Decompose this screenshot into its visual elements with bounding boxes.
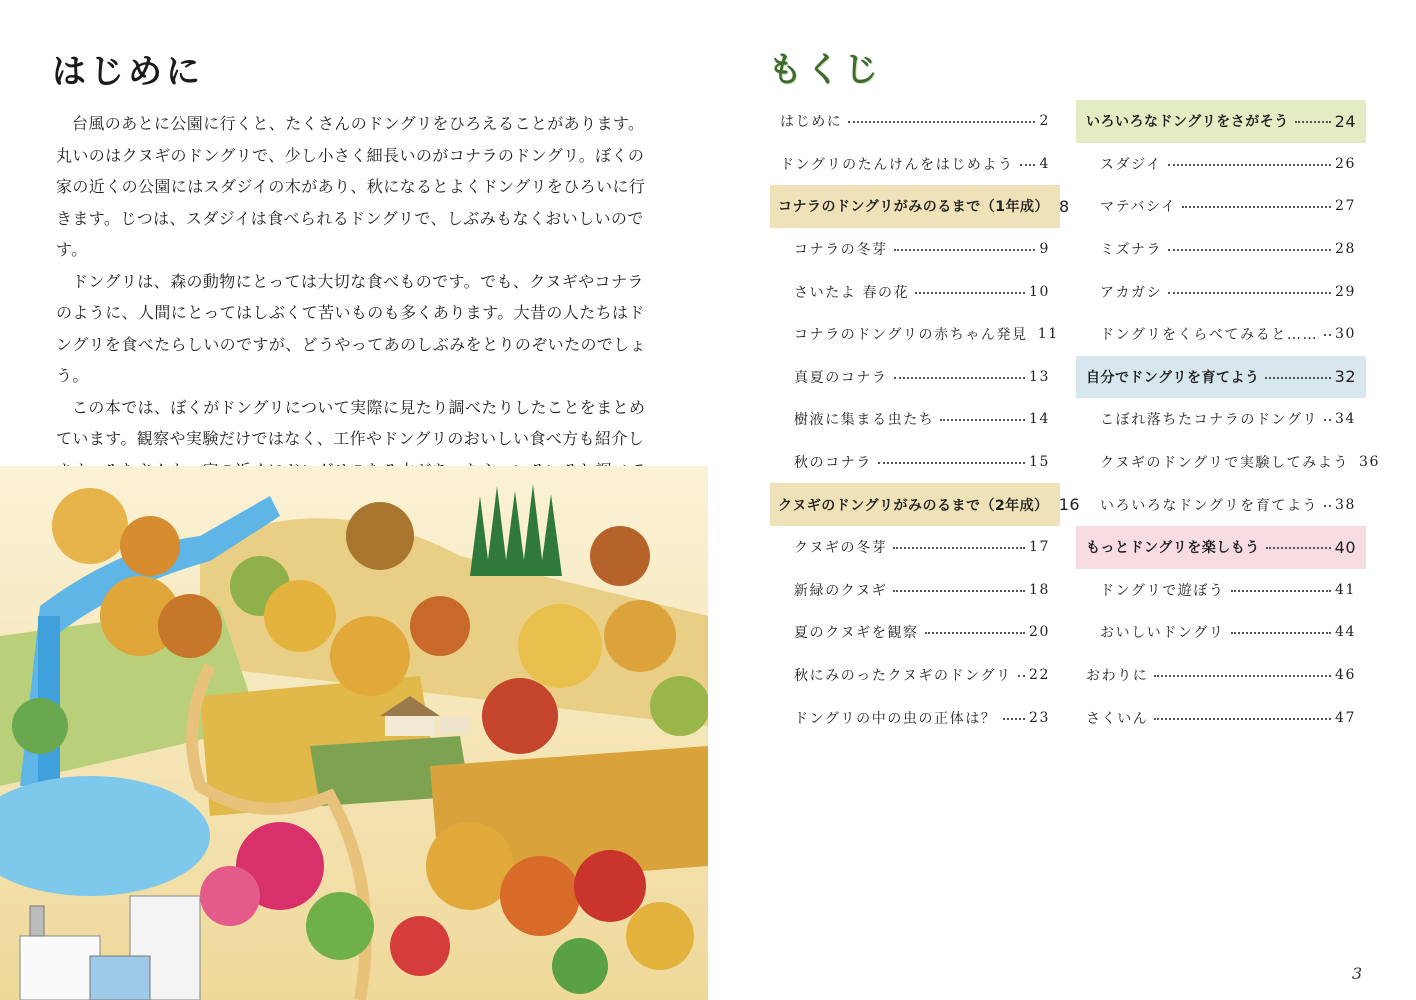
toc-entry-label: ドングリをくらべてみると……: [1100, 327, 1319, 344]
toc-entry-label: 真夏のコナラ: [794, 369, 888, 386]
toc-entry-page: 16: [1058, 495, 1081, 515]
toc-entry-label: ミズナラ: [1100, 242, 1163, 259]
toc-leader-dots: [1324, 505, 1331, 507]
page-number: 3: [1352, 964, 1363, 983]
toc-leader-dots: [1020, 164, 1036, 166]
toc-entry-label: クヌギのドングリがみのるまで（2年成）: [778, 497, 1049, 514]
toc-entry: [1076, 569, 1366, 612]
toc-entry-page: 22: [1028, 667, 1050, 684]
toc-entry-label: ドングリで遊ぼう: [1100, 582, 1225, 599]
toc-entry-page: 24: [1334, 111, 1356, 131]
toc-leader-dots: [894, 377, 1025, 379]
toc-leader-dots: [1154, 675, 1331, 677]
toc-entry: [1076, 398, 1366, 441]
toc-title: もくじ: [768, 50, 882, 90]
toc-entry-label: クヌギのドングリで実験してみよう: [1100, 455, 1350, 472]
toc-entry: [770, 654, 1060, 697]
toc-entry-page: 36: [1359, 454, 1381, 471]
toc-entry: [1076, 228, 1366, 271]
toc-leader-dots: [848, 121, 1035, 123]
toc-leader-dots: [940, 419, 1025, 421]
toc-leader-dots: [1266, 547, 1331, 549]
toc-entry-label: いろいろなドングリを育てよう: [1100, 497, 1319, 514]
toc-entry-page: 30: [1334, 326, 1356, 343]
toc-entry-page: 18: [1028, 581, 1050, 598]
toc-leader-dots: [1265, 377, 1330, 379]
toc-entry-label: マテバシイ: [1100, 199, 1177, 216]
intro-paragraph: ドングリは、森の動物にとっては大切な食べものです。でも、クヌギやコナラのように、人間にとってはしぶくて苦いものも多くあります。大昔の人たちはドングリを食べたらしいのですが、どうやってあのしぶみをとりのぞいたのでしょう。: [56, 271, 647, 385]
toc-leader-dots: [893, 547, 1025, 549]
toc-entry-label: おわりに: [1086, 668, 1149, 685]
toc-leader-dots: [1324, 419, 1331, 421]
toc-entry-label: もっとドングリを楽しもう: [1086, 540, 1260, 557]
toc-entry-label: 新緑のクヌギ: [794, 582, 888, 599]
toc-entry-page: 27: [1334, 198, 1356, 215]
toc-section-heading: [1076, 100, 1366, 143]
toc-entry: [1076, 441, 1381, 484]
toc-entry-label: クヌギの冬芽: [794, 540, 888, 557]
toc-entry-page: 2: [1039, 113, 1050, 130]
toc-entry-page: 13: [1028, 368, 1050, 385]
toc-entry: [1076, 696, 1366, 739]
toc-entry-label: ドングリの中の虫の正体は？: [794, 710, 997, 727]
toc-entry-page: 32: [1334, 367, 1356, 387]
toc-entry: [1076, 483, 1366, 526]
toc-entry-label: 秋にみのったクヌギのドングリ: [794, 668, 1012, 685]
toc-entry-page: 23: [1028, 709, 1050, 726]
park-landscape-illustration: [0, 466, 708, 1000]
toc-entry-page: 26: [1334, 155, 1356, 172]
toc-entry: [770, 441, 1060, 484]
toc-column-right: [1076, 100, 1381, 739]
toc-entry-page: 14: [1028, 411, 1050, 428]
toc-entry: [1076, 313, 1366, 356]
toc-entry: [770, 569, 1060, 612]
toc-entry: [770, 143, 1060, 186]
toc-entry-page: 29: [1334, 283, 1356, 300]
toc-entry-label: アカガシ: [1100, 284, 1163, 301]
toc-entry-page: 4: [1039, 155, 1050, 172]
toc-entry-label: コナラの冬芽: [794, 242, 888, 259]
toc-entry: [770, 313, 1060, 356]
toc-entry-page: 15: [1028, 454, 1050, 471]
toc-entry-label: 樹液に集まる虫たち: [794, 412, 935, 429]
toc-entry-label: ドングリのたんけんをはじめよう: [780, 156, 1014, 173]
toc-leader-dots: [1231, 632, 1331, 634]
toc-entry-label: いろいろなドングリをさがそう: [1086, 114, 1289, 131]
toc-entry-page: 41: [1334, 581, 1356, 598]
toc-entry-page: 17: [1028, 539, 1050, 556]
toc-section-heading: [1076, 356, 1366, 399]
toc-entry-page: 9: [1039, 241, 1050, 258]
toc-entry-label: 自分でドングリを育てよう: [1086, 369, 1260, 386]
toc-entry-page: 47: [1334, 709, 1356, 726]
toc-entry-label: コナラのドングリがみのるまで（1年成）: [778, 199, 1049, 216]
toc-entry: [1076, 611, 1366, 654]
toc-entry: [770, 526, 1060, 569]
toc-entry-label: スダジイ: [1100, 156, 1162, 173]
toc-column-left: [770, 100, 1081, 739]
intro-paragraph: この本では、ぼくがドングリについて実際に見たり調べたりしたことをまとめています。観察や実験だけではなく、工作やドングリのおいしい食べ方も紹介し: [56, 397, 646, 448]
toc-entry-page: 38: [1334, 496, 1356, 513]
toc-entry-page: 10: [1028, 283, 1050, 300]
toc-leader-dots: [915, 292, 1025, 294]
toc-entry-page: 11: [1037, 326, 1059, 343]
toc-leader-dots: [1182, 206, 1331, 208]
toc-entry-label: 夏のクヌギを観察: [794, 625, 919, 642]
toc-entry: [770, 270, 1060, 313]
toc-leader-dots: [1018, 675, 1025, 677]
toc-section-heading: [1076, 526, 1366, 569]
intro-title: はじめに: [52, 52, 204, 92]
toc-entry: [770, 100, 1060, 143]
toc-entry-page: 40: [1334, 537, 1356, 557]
toc-leader-dots: [1003, 718, 1025, 720]
toc-entry: [1076, 185, 1366, 228]
toc-section-heading: [770, 483, 1081, 526]
toc-entry: [770, 611, 1060, 654]
toc-entry: [770, 696, 1060, 739]
toc-entry-page: 20: [1028, 624, 1050, 641]
toc-leader-dots: [1154, 718, 1331, 720]
toc-leader-dots: [1231, 590, 1331, 592]
toc-leader-dots: [893, 590, 1025, 592]
toc-entry-label: こぼれ落ちたコナラのドングリ: [1100, 412, 1319, 429]
toc-entry-label: コナラのドングリの赤ちゃん発見: [794, 327, 1028, 344]
toc-leader-dots: [925, 632, 1025, 634]
toc-entry-label: はじめに: [780, 114, 843, 131]
toc-entry: [1076, 270, 1366, 313]
toc-leader-dots: [1168, 292, 1331, 294]
toc-section-heading: [770, 185, 1070, 228]
toc-entry: [1076, 654, 1366, 697]
toc-entry: [1076, 143, 1366, 186]
toc-entry-page: 44: [1334, 624, 1356, 641]
toc-leader-dots: [878, 462, 1025, 464]
toc-leader-dots: [1168, 249, 1331, 251]
toc-leader-dots: [894, 249, 1036, 251]
toc-entry-label: 秋のコナラ: [794, 455, 872, 472]
toc-leader-dots: [1168, 164, 1331, 166]
toc-entry-page: 34: [1334, 411, 1356, 428]
toc-leader-dots: [1295, 121, 1331, 123]
toc-entry: [770, 228, 1060, 271]
toc-entry-label: おいしいドングリ: [1100, 625, 1225, 642]
toc-entry: [770, 398, 1060, 441]
toc-entry-page: 8: [1058, 196, 1070, 216]
toc-leader-dots: [1324, 334, 1331, 336]
toc-entry-page: 28: [1334, 241, 1356, 258]
intro-paragraph: 台風のあとに公園に行くと、たくさんのドングリをひろえることがあります。丸いのはクヌギのドングリで、少し小さく細長いのがコナラのドングリ。ぼくの家の近くの公園にはスダジイの木があり、秋になるとよくドングリをひろいに行きます。じつは、スダジイは食べられるドングリで、しぶみもなくおいしいのです。: [56, 114, 646, 259]
toc-entry-page: 46: [1334, 667, 1356, 684]
toc-entry-label: さくいん: [1086, 710, 1149, 727]
toc-entry-label: さいたよ 春の花: [794, 284, 910, 301]
toc-entry: [770, 356, 1060, 399]
